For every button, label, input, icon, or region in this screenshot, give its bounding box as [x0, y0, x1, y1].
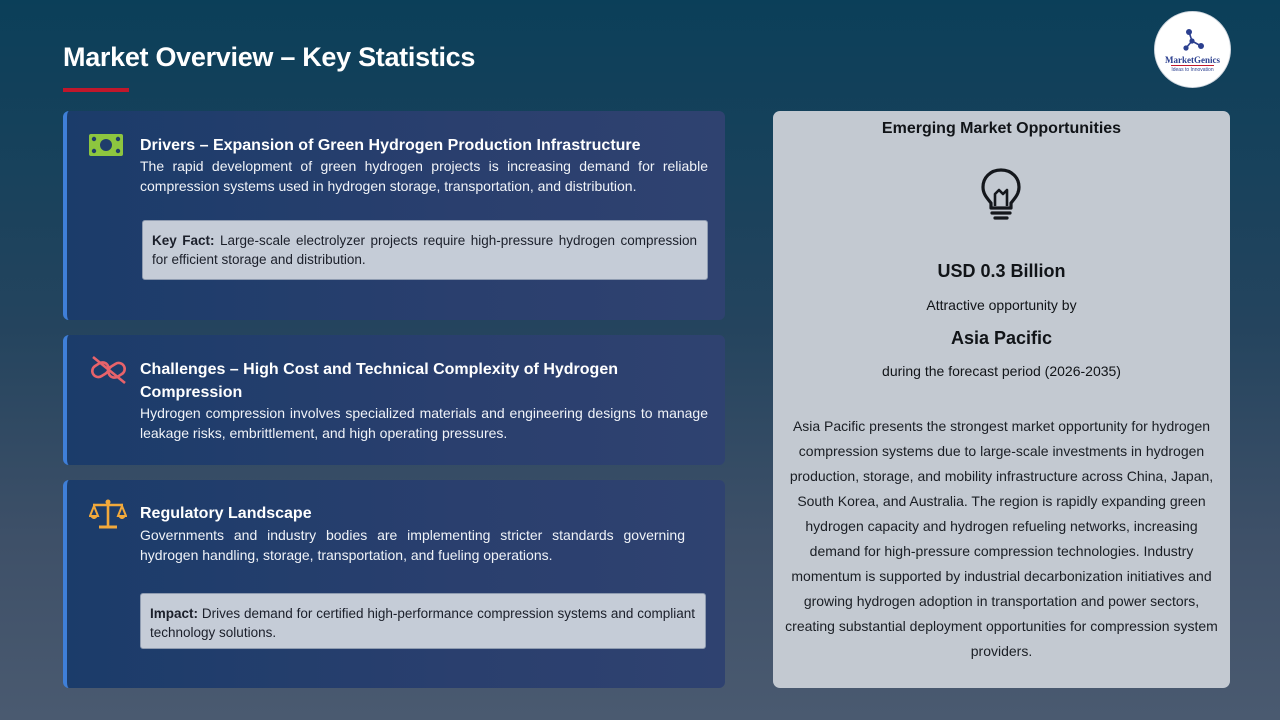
impact-box	[140, 593, 706, 649]
opportunity-region: Asia Pacific	[950, 328, 1053, 348]
impact-label: Impact:	[150, 606, 199, 621]
drivers-heading: Drivers – Expansion of Green Hydrogen Production Infrastructure	[140, 137, 641, 154]
regulatory-heading: Regulatory Landscape	[140, 505, 312, 522]
money-icon	[89, 131, 123, 164]
scales-icon	[89, 498, 127, 535]
molecule-icon	[1180, 27, 1206, 53]
key-fact-box	[142, 220, 708, 280]
opportunity-amount: USD 0.3 Billion	[937, 261, 1066, 281]
page-title: Market Overview – Key Statistics	[63, 42, 476, 72]
key-fact-label: Key Fact:	[152, 233, 215, 248]
company-logo	[1154, 11, 1231, 88]
logo-name: MarketGenics	[1165, 54, 1220, 65]
broken-link-icon	[89, 355, 129, 390]
forecast-period: during the forecast period (2026-2035)	[882, 363, 1121, 379]
drivers-body: The rapid development of green hydrogen projects is increasing demand for reliable compression systems used in hydrogen storage, transportation, and distribution.	[140, 158, 708, 194]
regulatory-body: Governments and industry bodies are implementing stricter standards governing hydrogen handling, storage, transportation, and fueling operations.	[140, 527, 685, 563]
impact-text: Drives demand for certified high-performance compression systems and compliant technology solutions.	[150, 606, 695, 640]
regulatory-card	[63, 480, 725, 688]
opportunity-title: Emerging Market Opportunities	[881, 120, 1122, 137]
challenges-card	[63, 335, 725, 465]
opportunity-panel	[773, 111, 1230, 688]
opportunity-subtitle: Attractive opportunity by	[926, 297, 1077, 313]
key-fact-text: Large-scale electrolyzer projects require high-pressure hydrogen compression for efficient storage and distribution.	[152, 233, 697, 267]
title-underline	[63, 88, 129, 92]
logo-tagline: Ideas to Innovation	[1171, 66, 1214, 73]
challenges-heading: Challenges – High Cost and Technical Complexity of Hydrogen Compression	[140, 361, 618, 401]
challenges-body: Hydrogen compression involves specialized materials and engineering designs to manage leakage risks, embrittlement, and high operating pressures.	[140, 405, 708, 441]
opportunity-description: Asia Pacific presents the strongest market opportunity for hydrogen compression systems due to large-scale investments in hydrogen production, storage, and mobility infrastructure across China, Japan, South Korea, and Australia. The region is rapidly expanding green hydrogen capacity and hydrogen refueling networks, increasing demand for high-pressure compression technologies. Industry momentum is supported by industrial decarbonization initiatives and growing hydrogen adoption in transportation and power sectors, creating substantial deployment opportunities for compression system providers.	[785, 418, 1218, 659]
drivers-card	[63, 111, 725, 320]
lightbulb-icon	[978, 166, 1024, 227]
